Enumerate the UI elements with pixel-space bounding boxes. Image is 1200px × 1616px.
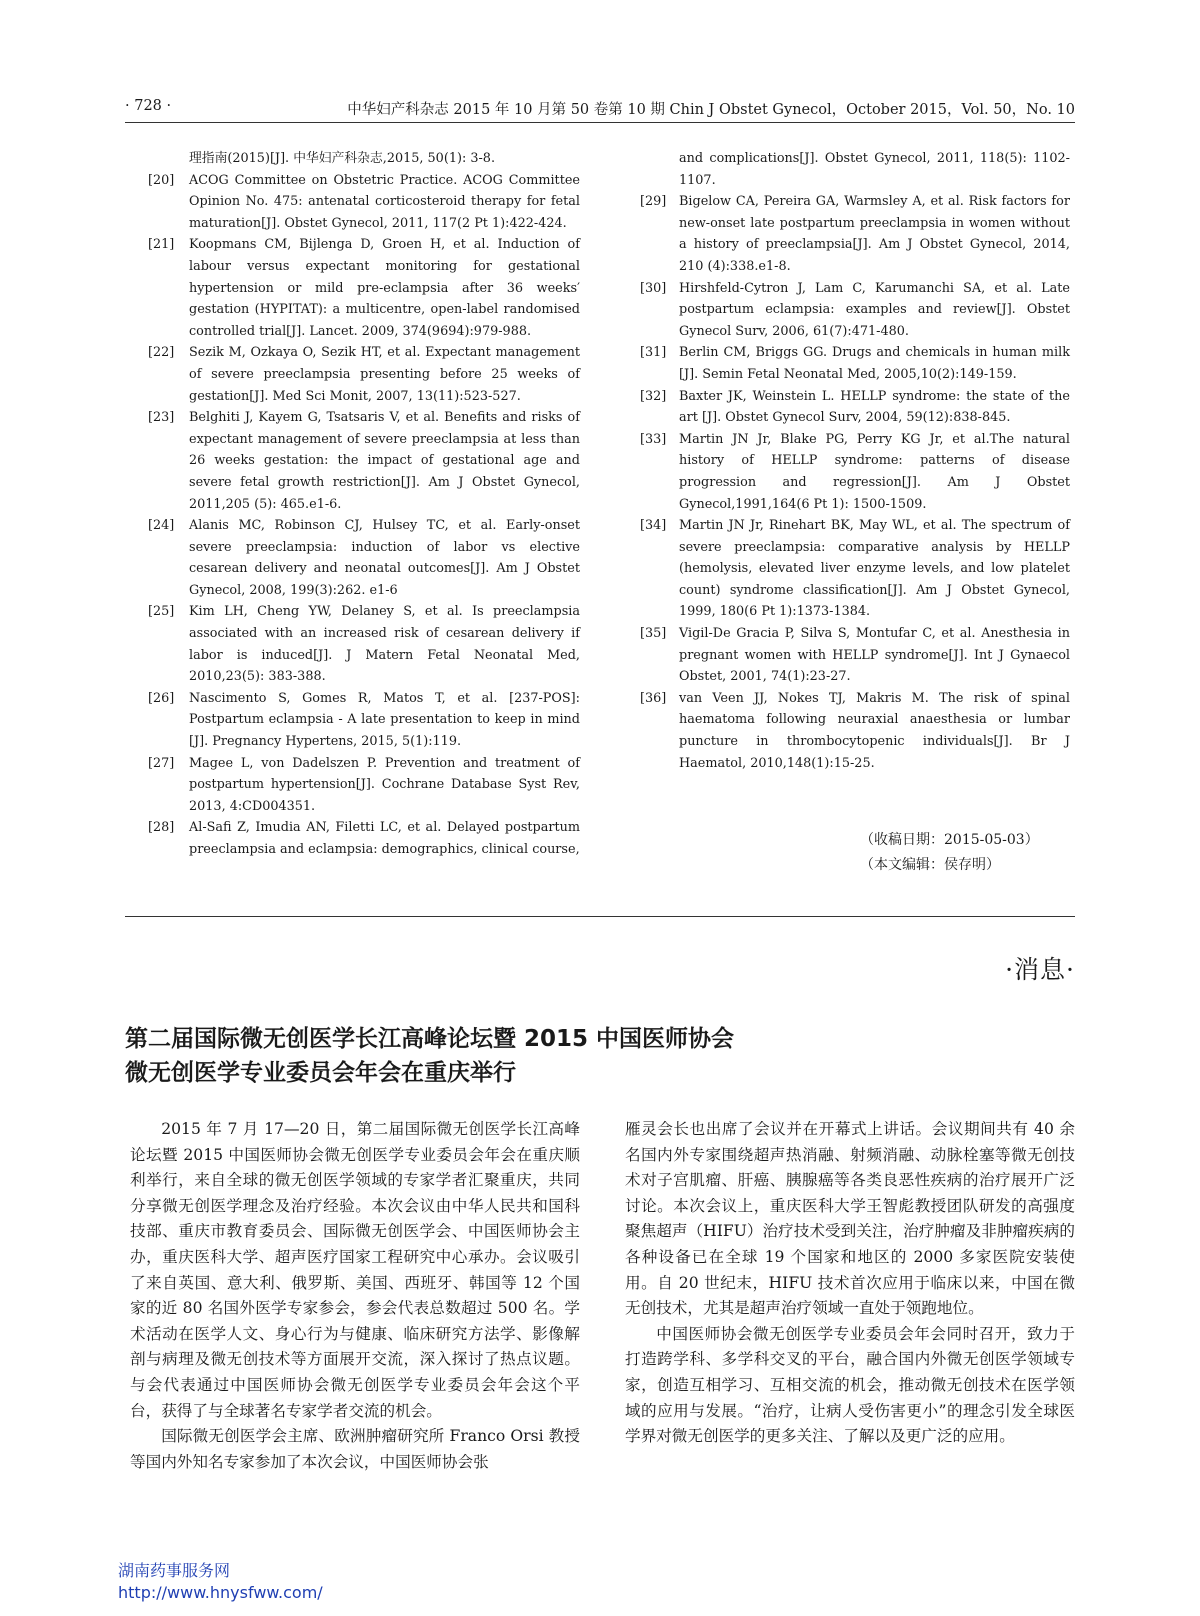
watermark-site-name: 湖南药事服务网 xyxy=(118,1561,231,1580)
header-rule xyxy=(125,122,1075,123)
reference-item: 理指南(2015)[J]. 中华妇产科杂志,2015, 50(1): 3-8. xyxy=(189,151,496,166)
editor-credit: （本文编辑：侯存明） xyxy=(860,857,1000,873)
reference-item: and complications[J]. Obstet Gynecol, 2011, 118(5): 1102-1107. xyxy=(679,151,1070,188)
references-right-column xyxy=(640,148,1070,774)
reference-item: [34] Martin JN Jr, Rinehart BK, May WL, et al. The spectrum of severe preeclampsia: comparative analysis by HELLP (hemolysis, elevated liver enzyme levels, and low platelet count) syndrome classification[J]. Am J Obstet Gynecol, 1999, 180(6 Pt 1):1373-1384. xyxy=(640,518,1070,620)
reference-item: [23] Belghiti J, Kayem G, Tsatsaris V, et al. Benefits and risks of expectant management of severe preeclampsia at less than 26 weeks gestation: the impact of gestational age and severe fetal growth restriction[J]. Am J Obstet Gynecol, 2011,205 (5): 465.e1-6. xyxy=(148,410,580,512)
received-info xyxy=(860,828,1080,878)
news-paragraph: 雁灵会长也出席了会议并在开幕式上讲话。会议期间共有 40 余名国内外专家围绕超声热消融、射频消融、动脉栓塞等微无创技术对子宫肌瘤、肝癌、胰腺癌等各类良恶性疾病的治疗展开广泛讨论。本次会议上，重庆医科大学王智彪教授团队研发的高强度聚焦超声（HIFU）治疗技术受到关注，治疗肿瘤及非肿瘤疾病的各种设备已在全球 19 个国家和地区的 2000 多家医院安装使用。自 20 世纪末，HIFU 技术首次应用于临床以来，中国在微无创技术，尤其是超声治疗领域一直处于领跑地位。 xyxy=(625,1120,1075,1318)
news-body-right-column xyxy=(625,1117,1075,1450)
news-title xyxy=(125,1022,1075,1090)
reference-item: [21] Koopmans CM, Bijlenga D, Groen H, et al. Induction of labour versus expectant monitoring for gestational hypertension or mild pre-eclampsia after 36 weeks′ gestation (HYPITAT): a multicentre, open-label randomised controlled trial[J]. Lancet. 2009, 374(9694):979-988. xyxy=(148,237,580,339)
reference-item: [26] Nascimento S, Gomes R, Matos T, et al. [237-POS]: Postpartum eclampsia - A late presentation to keep in mind [J]. Pregnancy Hypertens, 2015, 5(1):119. xyxy=(148,690,580,750)
page-header xyxy=(125,96,1075,120)
news-paragraph: 中国医师协会微无创医学专业委员会年会同时召开，致力于打造跨学科、多学科交叉的平台，融合国内外微无创医学领域专家，创造互相学习、互相交流的机会，推动微无创技术在医学领域的应用与发展。“治疗，让病人受伤害更小”的理念引发全球医学界对微无创医学的更多关注、了解以及更广泛的应用。 xyxy=(625,1324,1075,1446)
journal-citation: 中华妇产科杂志 2015 年 10 月第 50 卷第 10 期 Chin J Obstet Gynecol，October 2015，Vol. 50，No. 10 xyxy=(347,102,1075,118)
watermark-url: http://www.hnysfww.com/ xyxy=(118,1583,323,1602)
reference-item: [30] Hirshfeld-Cytron J, Lam C, Karumanchi SA, et al. Late postpartum eclampsia: examples and review[J]. Obstet Gynecol Surv, 2006, 61(7):471-480. xyxy=(640,280,1070,339)
reference-item: [27] Magee L, von Dadelszen P. Prevention and treatment of postpartum hypertension[J]. Cochrane Database Syst Rev, 2013, 4:CD004351. xyxy=(148,755,580,814)
reference-item: [29] Bigelow CA, Pereira GA, Warmsley A, et al. Risk factors for new-onset late postpartum preeclampsia in women without a history of preeclampsia[J]. Am J Obstet Gynecol, 2014, 210 (4):338.e1-8. xyxy=(640,194,1070,274)
reference-item: [33] Martin JN Jr, Blake PG, Perry KG Jr, et al.The natural history of HELLP syndrome: patterns of disease progression and regression[J]. Am J Obstet Gynecol,1991,164(6 Pt 1): 1500-1509. xyxy=(640,431,1070,512)
site-watermark xyxy=(118,1560,323,1604)
section-divider xyxy=(125,916,1075,917)
page-number: · 728 · xyxy=(125,98,172,114)
reference-item: [20] ACOG Committee on Obstetric Practice. ACOG Committee Opinion No. 475: antenatal corticosteroid therapy for fetal maturation[J]. Obstet Gynecol, 2011, 117(2 Pt 1):422-424. xyxy=(148,172,580,231)
reference-item: [36] van Veen JJ, Nokes TJ, Makris M. The risk of spinal haematoma following neuraxial anaesthesia or lumbar puncture in thrombocytopenic individuals[J]. Br J Haematol, 2010,148(1):15-25. xyxy=(640,690,1070,771)
news-title-line: 第二届国际微无创医学长江高峰论坛暨 2015 中国医师协会 xyxy=(125,1026,735,1052)
reference-item: [31] Berlin CM, Briggs GG. Drugs and chemicals in human milk [J]. Semin Fetal Neonatal Med, 2005,10(2):149-159. xyxy=(640,345,1070,382)
received-date: （收稿日期：2015-05-03） xyxy=(860,832,1039,848)
references-left-column xyxy=(150,148,580,861)
news-paragraph: 国际微无创医学会主席、欧洲肿瘤研究所 Franco Orsi 教授等国内外知名专家参加了本次会议，中国医师协会张 xyxy=(130,1427,580,1471)
section-label: ·消息· xyxy=(1005,955,1075,984)
reference-item: [24] Alanis MC, Robinson CJ, Hulsey TC, et al. Early-onset severe preeclampsia: induction of labor vs elective cesarean delivery and neonatal outcomes[J]. Am J Obstet Gynecol, 2008, 199(3):262. e1-6 xyxy=(148,518,580,598)
reference-item: [25] Kim LH, Cheng YW, Delaney S, et al. Is preeclampsia associated with an increased risk of cesarean delivery if labor is induced[J]. J Matern Fetal Neonatal Med, 2010,23(5): 383-388. xyxy=(148,604,580,685)
reference-item: [32] Baxter JK, Weinstein L. HELLP syndrome: the state of the art [J]. Obstet Gynecol Surv, 2004, 59(12):838-845. xyxy=(640,388,1070,426)
reference-item: [35] Vigil-De Gracia P, Silva S, Montufar C, et al. Anesthesia in pregnant women with HELLP syndrome[J]. Int J Gynaecol Obstet, 2001, 74(1):23-27. xyxy=(640,626,1070,685)
news-title-line: 微无创医学专业委员会年会在重庆举行 xyxy=(125,1060,516,1086)
reference-item: [22] Sezik M, Ozkaya O, Sezik HT, et al. Expectant management of severe preeclampsia presenting before 25 weeks of gestation[J]. Med Sci Monit, 2007, 13(11):523-527. xyxy=(148,345,580,404)
news-body-left-column xyxy=(130,1117,580,1475)
news-paragraph: 2015 年 7 月 17—20 日，第二届国际微无创医学长江高峰论坛暨 2015 中国医师协会微无创医学专业委员会年会在重庆顺利举行，来自全球的微无创医学领域的专家学者汇聚重庆，共同分享微无创医学理念及治疗经验。本次会议由中华人民共和国科技部、重庆市教育委员会、国际微无创医学会、中国医师协会主办，重庆医科大学、超声医疗国家工程研究中心承办。会议吸引了来自英国、意大利、俄罗斯、美国、西班牙、韩国等 12 个国家的近 80 名国外医学专家参会，参会代表总数超过 500 名。学术活动在医学人文、身心行为与健康、临床研究方法学、影像解剖与病理及微无创技术等方面展开交流，深入探讨了热点议题。与会代表通过中国医师协会微无创医学专业委员会年会这个平台，获得了与全球著名专家学者交流的机会。 xyxy=(130,1120,580,1420)
reference-item: [28] Al-Safi Z, Imudia AN, Filetti LC, et al. Delayed postpartum preeclampsia and eclampsia: demographics, clinical course, xyxy=(148,820,580,857)
